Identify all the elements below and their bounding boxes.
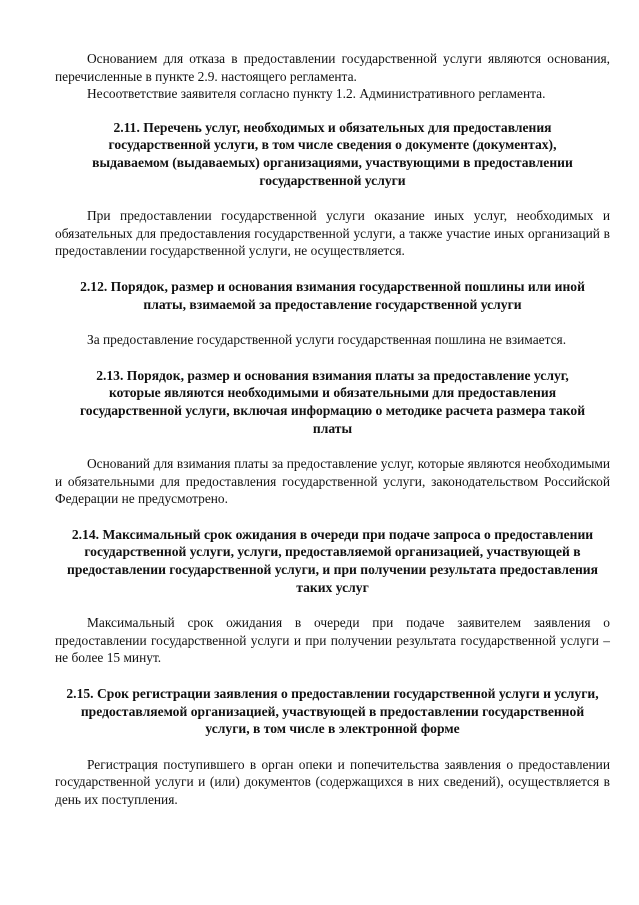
section-body-2-14: Максимальный срок ожидания в очереди при подаче заявителем заявления о предоставлении государственной услуги и при получении результата государственной услуги – не более 15 минут. <box>55 615 610 666</box>
intro-paragraph-refusal-grounds: Основанием для отказа в предоставлении государственной услуги являются основания, перечисленные в пункте 2.9. настоящего регламента. <box>55 51 610 84</box>
section-heading-2-11: 2.11. Перечень услуг, необходимых и обязательных для предоставления государственной услуги, в том числе сведения о документе (документах), выдаваемом (выдаваемых) организациями, участвующими в предоставлении государственной услуги <box>92 119 573 188</box>
section-heading-2-12: 2.12. Порядок, размер и основания взимания государственной пошлины или иной платы, взимаемой за предоставление государственной услуги <box>80 278 585 312</box>
intro-paragraph-nonconformity: Несоответствие заявителя согласно пункту 1.2. Административного регламента. <box>87 86 546 102</box>
section-body-2-15: Регистрация поступившего в орган опеки и попечительства заявления о предоставлении государственной услуги и (или) документов (содержащихся в них сведений), осуществляется в день их поступления. <box>55 756 610 807</box>
document-page <box>55 50 610 809</box>
section-body-2-13: Оснований для взимания платы за предоставление услуг, которые являются необходимыми и обязательными для предоставления государственной услуги, законодательством Российской Федерации не предусмотрено. <box>55 456 610 507</box>
section-heading-2-14: 2.14. Максимальный срок ожидания в очереди при подаче запроса о предоставлении государственной услуги, услуги, предоставляемой организацией, участвующей в предоставлении государственной услуги, и при получении результата предоставления таких услуг <box>67 526 598 595</box>
section-heading-2-13: 2.13. Порядок, размер и основания взимания платы за предоставление услуг, которые являются необходимыми и обязательными для предоставления государственной услуги, включая информацию о методике расчета размера такой платы <box>79 367 586 436</box>
section-body-2-12: За предоставление государственной услуги государственная пошлина не взимается. <box>87 332 567 348</box>
section-heading-2-15: 2.15. Срок регистрации заявления о предоставлении государственной услуги и услуги, предоставляемой организацией, участвующей в предоставлении государственной услуги, в том числе в электронной форме <box>66 686 599 737</box>
section-body-2-11: При предоставлении государственной услуги оказание иных услуг, необходимых и обязательных для предоставления государственной услуги, а также участие иных организаций в предоставлении государственной услуги, не осуществляется. <box>55 208 610 259</box>
